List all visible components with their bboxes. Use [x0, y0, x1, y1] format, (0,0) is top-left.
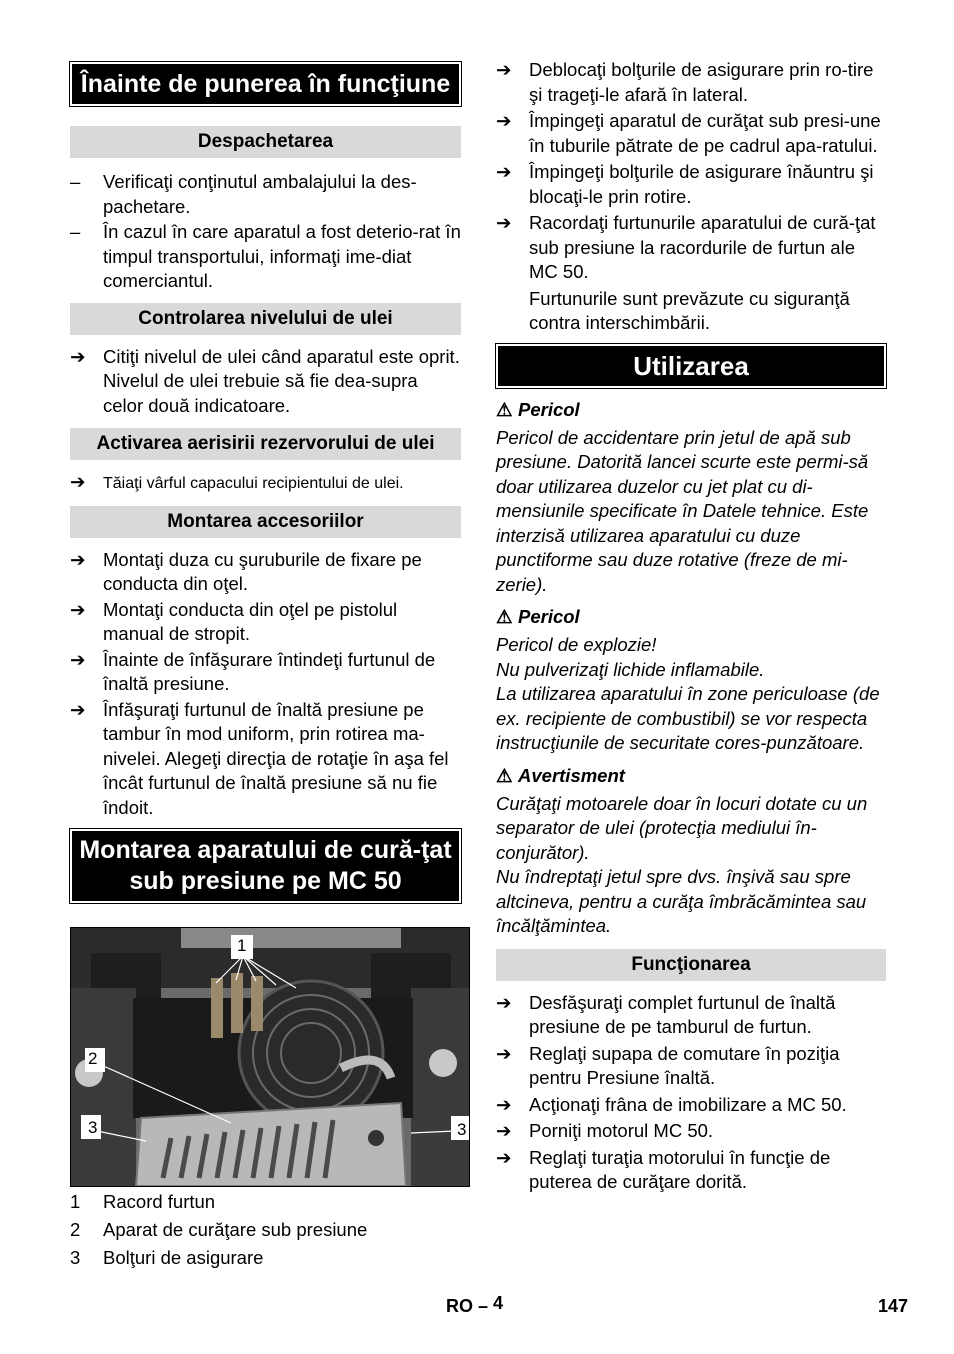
dash-marker: – [70, 171, 81, 192]
mounting-list [496, 58, 886, 336]
figure-legend [70, 1188, 461, 1272]
warning-title-1: ⚠ Pericol [496, 398, 580, 420]
legend-item: 3 Bolţuri de asigurare [70, 1247, 264, 1268]
arrow-icon: ➔ [496, 1146, 512, 1168]
arrow-icon: ➔ [496, 1120, 512, 1141]
arrow-icon: ➔ [70, 648, 86, 670]
right-column [496, 58, 886, 1195]
list-item: – Verificaţi conţinutul ambalajului la des-pachetare. [70, 171, 417, 217]
heading-oil-venting: Activarea aerisirii rezervorului de ulei [70, 428, 461, 460]
heading-before-startup: Înainte de punerea în funcţiune [70, 62, 461, 106]
list-item: ➔ Împingeţi aparatul de curăţat sub presi-une în tuburile pătrate de pe cadrul apa-ratului. [496, 110, 881, 156]
list-item: ➔ Înainte de înfăşurare întindeţi furtunul de înaltă presiune. [70, 648, 436, 694]
list-item: ➔ Împingeţi bolţurile de asigurare înăuntru şi blocaţi-le prin rotire. [496, 161, 874, 207]
warning-triangle-icon: ⚠ [496, 606, 513, 627]
heading-oil-level: Controlarea nivelului de ulei [70, 303, 461, 335]
arrow-icon: ➔ [496, 110, 512, 131]
warning-title-3: ⚠ Avertisment [496, 764, 625, 786]
arrow-icon: ➔ [496, 212, 512, 233]
arrow-icon: ➔ [70, 548, 86, 570]
list-item: ➔ Porniţi motorul MC 50. [496, 1119, 886, 1144]
list-item: ➔ Deblocaţi bolţurile de asigurare prin ro-tire şi trageţi-le afară în lateral. [496, 59, 874, 105]
mounting-note: Furtunurile sunt prevăzute cu siguranţă contra interschimbării. [529, 287, 850, 333]
legend-item: 1 Racord furtun [70, 1191, 216, 1212]
arrow-icon: ➔ [70, 698, 86, 720]
warning-text-3: Curăţaţi motoarele doar în locuri dotate cu un separator de ulei (protecţia mediului în-conjurător). Nu îndreptaţi jetul spre dvs. înşivă sau spre altcineva, pentru a curăţa îmbrăcămintea sau încălţămintea. [496, 792, 868, 936]
arrow-icon: ➔ [496, 1093, 512, 1115]
accessories-list [70, 548, 461, 821]
heading-mounting-mc50: Montarea aparatului de cură-ţat sub presiune pe MC 50 [70, 829, 461, 903]
footer-page-number: 147 [878, 1296, 909, 1316]
left-column [70, 58, 467, 1272]
heading-operation: Funcţionarea [496, 949, 886, 981]
warning-title-2: ⚠ Pericol [496, 606, 580, 627]
list-item: ➔ Desfăşuraţi complet furtunul de înaltă presiune de pe tamburul de furtun. [496, 991, 836, 1037]
list-item: ➔ Reglaţi turaţia motorului în funcţie de puterea de curăţare dorită. [496, 1146, 831, 1192]
photo-illustration [71, 928, 469, 1186]
figure-label-3-right: 3 [457, 1120, 467, 1139]
arrow-icon: ➔ [70, 471, 86, 492]
list-item: ➔ Citiţi nivelul de ulei când aparatul este oprit. Nivelul de ulei trebuie să fie dea-supra celor două indicatoare. [70, 345, 460, 416]
heading-usage: Utilizarea [496, 344, 886, 388]
list-item: ➔ Tăiaţi vârful capacului recipientului de ulei. [70, 470, 461, 497]
list-item: ➔ Montaţi conducta din oţel pe pistolul manual de stropit. [70, 598, 398, 644]
legend-item: 2 Aparat de curăţare sub presiune [70, 1219, 368, 1240]
arrow-icon: ➔ [496, 1042, 512, 1064]
arrow-icon: ➔ [496, 161, 512, 182]
list-item: – În cazul în care aparatul a fost deterio-rat în timpul transportului, informaţi ime-diat comerciantul. [70, 221, 461, 291]
figure-label-3-left: 3 [88, 1118, 98, 1137]
arrow-icon: ➔ [496, 59, 512, 80]
warning-text-1: Pericol de accidentare prin jetul de apă sub presiune. Datorită lancei scurte este permi-să doar utilizarea duzelor cu jet plat cu di-mensiunile specificate în Datele tehnice. Este interzisă utilizarea aparatului cu duze punctiforme sau duze rotative (freze de mi-zerie). [496, 426, 869, 595]
figure-label-1: 1 [237, 936, 247, 955]
list-item: ➔ Acţionaţi frâna de imobilizare a MC 50. [496, 1093, 886, 1118]
list-item: ➔ Racordaţi furtunurile aparatului de cură-ţat sub presiune la racordurile de furtun ale MC 50. [496, 212, 876, 282]
equipment-photo [70, 927, 470, 1187]
arrow-icon: ➔ [70, 598, 86, 620]
figure-label-2: 2 [88, 1049, 98, 1068]
operation-list [496, 991, 886, 1195]
warning-text-2: Pericol de explozie! Nu pulverizaţi lichide inflamabile. La utilizarea aparatului în zone periculoase (de ex. recipiente de combustibil) se vor respecta instrucţiunile de securitate cores-punzătoare. [496, 634, 880, 753]
arrow-icon: ➔ [496, 991, 512, 1013]
list-item: ➔ Înfăşuraţi furtunul de înaltă presiune pe tambur în mod uniform, prin rotirea ma-nivelei. Alegeţi direcţia de rotaţie în aşa fel încât furtunul de înaltă presiune să nu fie îndoit. [70, 698, 449, 818]
list-item: ➔ Montaţi duza cu şuruburile de fixare pe conducta din oţel. [70, 548, 422, 594]
unpack-list [70, 170, 461, 294]
list-item: ➔ Reglaţi supapa de comutare în poziţia pentru Presiune înaltă. [496, 1042, 840, 1088]
warning-triangle-icon: ⚠ [496, 398, 513, 420]
heading-accessories: Montarea accesoriilor [70, 506, 461, 538]
heading-unpacking: Despachetarea [70, 126, 461, 158]
warning-triangle-icon: ⚠ [496, 764, 513, 786]
footer-section-label: RO – 4 [446, 1293, 504, 1316]
arrow-icon: ➔ [70, 345, 86, 367]
dash-marker: – [70, 221, 81, 242]
